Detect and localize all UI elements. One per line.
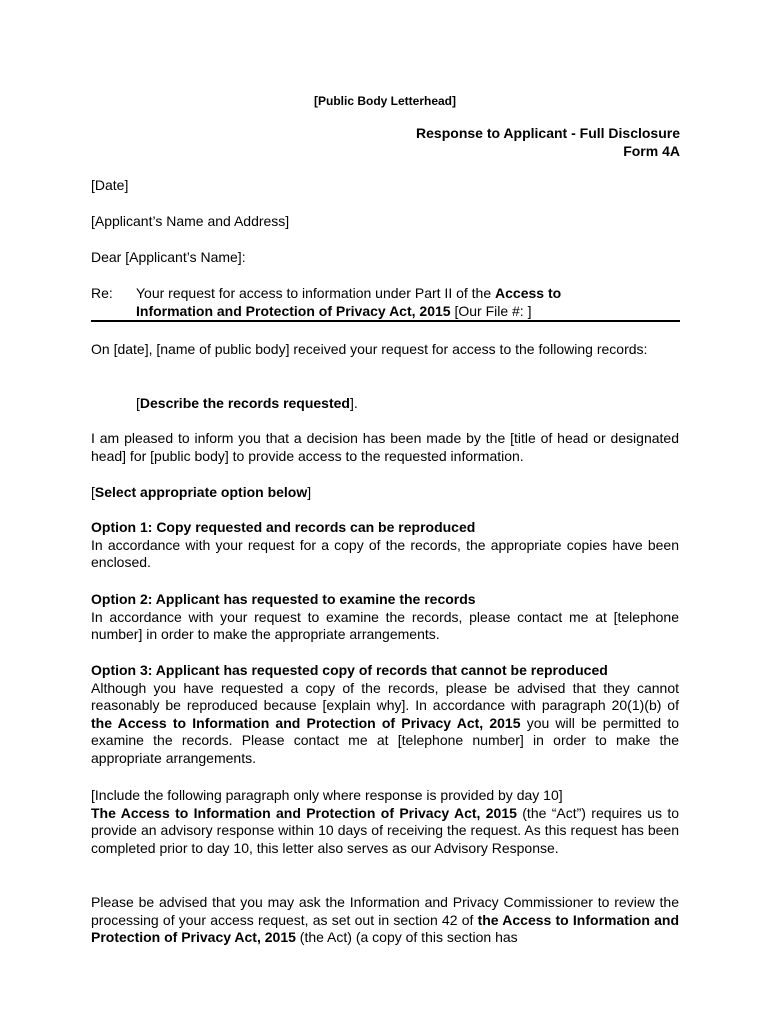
commissioner-text-end: (the Act) (a copy of this section has xyxy=(295,929,518,946)
records-open: [ xyxy=(136,395,140,411)
records-placeholder: Describe the records requested xyxy=(139,395,350,411)
date-line: [Date] xyxy=(91,177,129,193)
form-number: Form 4A xyxy=(623,143,680,159)
option-1-body: In accordance with your request for a copy of the records, the appropriate copies have been enclosed. xyxy=(91,536,679,571)
re-subject xyxy=(136,285,616,320)
re-text: Your request for access to information under Part II of the xyxy=(136,285,496,301)
select-option-instruction xyxy=(91,484,679,502)
applicant-address: [Applicant’s Name and Address] xyxy=(91,213,290,229)
records-close: ]. xyxy=(349,395,358,411)
re-file-number: [Our File #: ] xyxy=(450,302,532,319)
subject-rule xyxy=(91,320,680,322)
records-requested xyxy=(136,395,676,413)
re-act-name: Access to Information and Protection of Privacy Act, 2015 xyxy=(136,285,562,319)
advisory-act-name: The Access to Information and Protection of Privacy Act, 2015 xyxy=(91,804,517,821)
select-close: ] xyxy=(307,484,312,500)
advisory-paragraph xyxy=(91,805,679,858)
salutation: Dear [Applicant’s Name]: xyxy=(91,249,246,265)
option-3 xyxy=(91,662,679,768)
form-title-line1: Response to Applicant - Full Disclosure xyxy=(416,125,680,141)
option-3-text: Although you have requested a copy of the records, please be advised that they cannot reasonably be reproduced because [explain why]. In accordance with paragraph 20(1)(b) of xyxy=(91,679,679,714)
commissioner-text: Please be advised that you may ask the Information and Privacy Commissioner to review the processing of your access request, as set out in section 42 of xyxy=(91,894,679,928)
intro-paragraph: On [date], [name of public body] received your request for access to the following records: xyxy=(91,341,648,357)
select-text: Select appropriate option below xyxy=(94,484,308,500)
letterhead-placeholder: [Public Body Letterhead] xyxy=(313,94,456,108)
advisory-section xyxy=(91,787,679,857)
advisory-note: [Include the following paragraph only where response is provided by day 10] xyxy=(91,787,563,803)
option-3-body xyxy=(91,680,679,768)
advisory-text: (the “Act”) requires us to provide an advisory response within 10 days of receiving the request. As this request has been completed prior to day 10, this letter also serves as our Advisory Response. xyxy=(91,804,680,856)
form-title xyxy=(416,124,680,160)
commissioner-paragraph xyxy=(91,894,679,947)
decision-paragraph: I am pleased to inform you that a decision has been made by the [title of head or designated head] for [public body] to provide access to the requested information. xyxy=(91,430,679,464)
option-3-text-end: you will be permitted to examine the records. Please contact me at [telephone number] in order to make the appropriate arrangements. xyxy=(91,714,679,766)
option-2-heading: Option 2: Applicant has requested to examine the records xyxy=(91,591,476,607)
option-3-heading: Option 3: Applicant has requested copy of records that cannot be reproduced xyxy=(91,662,608,678)
option-2 xyxy=(91,591,679,644)
commissioner-act-name: the Access to Information and Protection of Privacy Act, 2015 xyxy=(91,911,679,946)
option-1-heading: Option 1: Copy requested and records can be reproduced xyxy=(91,519,476,535)
option-2-body: In accordance with your request to examine the records, please contact me at [telephone number] in order to make the appropriate arrangements. xyxy=(91,608,679,643)
option-1 xyxy=(91,519,679,572)
select-open: [ xyxy=(91,484,95,500)
option-3-act-name: the Access to Information and Protection of Privacy Act, 2015 xyxy=(91,714,521,731)
re-label: Re: xyxy=(91,285,113,301)
